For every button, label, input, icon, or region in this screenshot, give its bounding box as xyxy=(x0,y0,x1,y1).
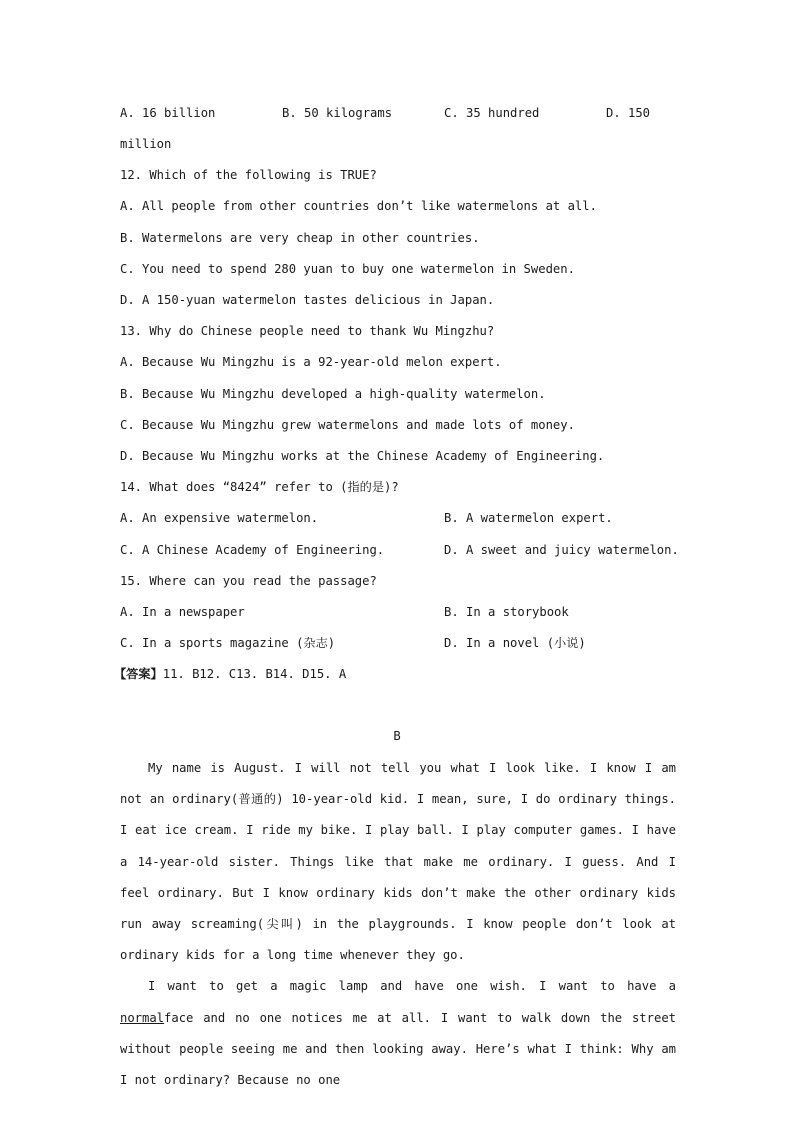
section-title: B xyxy=(393,729,401,743)
passage xyxy=(120,753,676,1096)
p2-text-before: I want to get a magic lamp and have one wish. I want to have a xyxy=(148,979,676,994)
q13-option-b: B. Because Wu Mingzhu developed a high-quality watermelon. xyxy=(120,387,546,401)
q11-option-c: C. 35 hundred xyxy=(444,106,540,120)
passage-paragraph-1: My name is August. I will not tell you what I look like. I know I am not an ordinary(普通的) 10-year-old kid. I mean, sure, I do ordinary things. I eat ice cream. I ride my bike. I play ball. I play computer games. I have a 14-year-old sister. Things like that make me ordinary. I guess. And I feel ordinary. But I know ordinary kids don’t make the other ordinary kids run away screaming(尖叫) in the playgrounds. I know people don’t look at ordinary kids for a long time whenever they go. xyxy=(120,761,676,963)
q11-option-a: A. 16 billion xyxy=(120,106,216,120)
q12-option-d: D. A 150-yuan watermelon tastes delicious in Japan. xyxy=(120,293,495,307)
p2-text-after: face and no one notices me at all. I want to walk down the street without people seeing me and then looking away. Here’s what I think: Why am I not ordinary? Because no one xyxy=(120,1010,676,1088)
q14-option-b: B. A watermelon expert. xyxy=(444,511,613,525)
q13-option-c: C. Because Wu Mingzhu grew watermelons and made lots of money. xyxy=(120,418,575,432)
q15-option-a: A. In a newspaper xyxy=(120,605,245,619)
q12-option-b: B. Watermelons are very cheap in other countries. xyxy=(120,231,480,245)
q14-question: 14. What does “8424” refer to (指的是)? xyxy=(120,480,399,494)
answer-text: 11. B12. C13. B14. D15. A xyxy=(162,667,347,681)
q14-option-c: C. A Chinese Academy of Engineering. xyxy=(120,543,385,557)
q15-option-b: B. In a storybook xyxy=(444,605,569,619)
q13-option-a: A. Because Wu Mingzhu is a 92-year-old melon expert. xyxy=(120,355,502,369)
q12-option-c: C. You need to spend 280 yuan to buy one watermelon in Sweden. xyxy=(120,262,575,276)
q13-question: 13. Why do Chinese people need to thank Wu Mingzhu? xyxy=(120,324,495,338)
answer-label: 【答案】 xyxy=(114,667,163,681)
passage-paragraph-2 xyxy=(120,971,676,1096)
underlined-word: normal xyxy=(120,1010,165,1025)
q14-option-d: D. A sweet and juicy watermelon. xyxy=(444,543,679,557)
q15-question: 15. Where can you read the passage? xyxy=(120,574,377,588)
answer-key xyxy=(114,666,346,682)
q11-option-b: B. 50 kilograms xyxy=(282,106,393,120)
q11-option-d-wrap: million xyxy=(120,137,172,151)
q11-option-d: D. 150 xyxy=(606,106,651,120)
q12-option-a: A. All people from other countries don’t like watermelons at all. xyxy=(120,199,597,213)
q13-option-d: D. Because Wu Mingzhu works at the Chinese Academy of Engineering. xyxy=(120,449,605,463)
q15-option-c: C. In a sports magazine (杂志) xyxy=(120,636,336,650)
q15-option-d: D. In a novel (小说) xyxy=(444,636,586,650)
q14-option-a: A. An expensive watermelon. xyxy=(120,511,319,525)
q12-question: 12. Which of the following is TRUE? xyxy=(120,168,377,182)
